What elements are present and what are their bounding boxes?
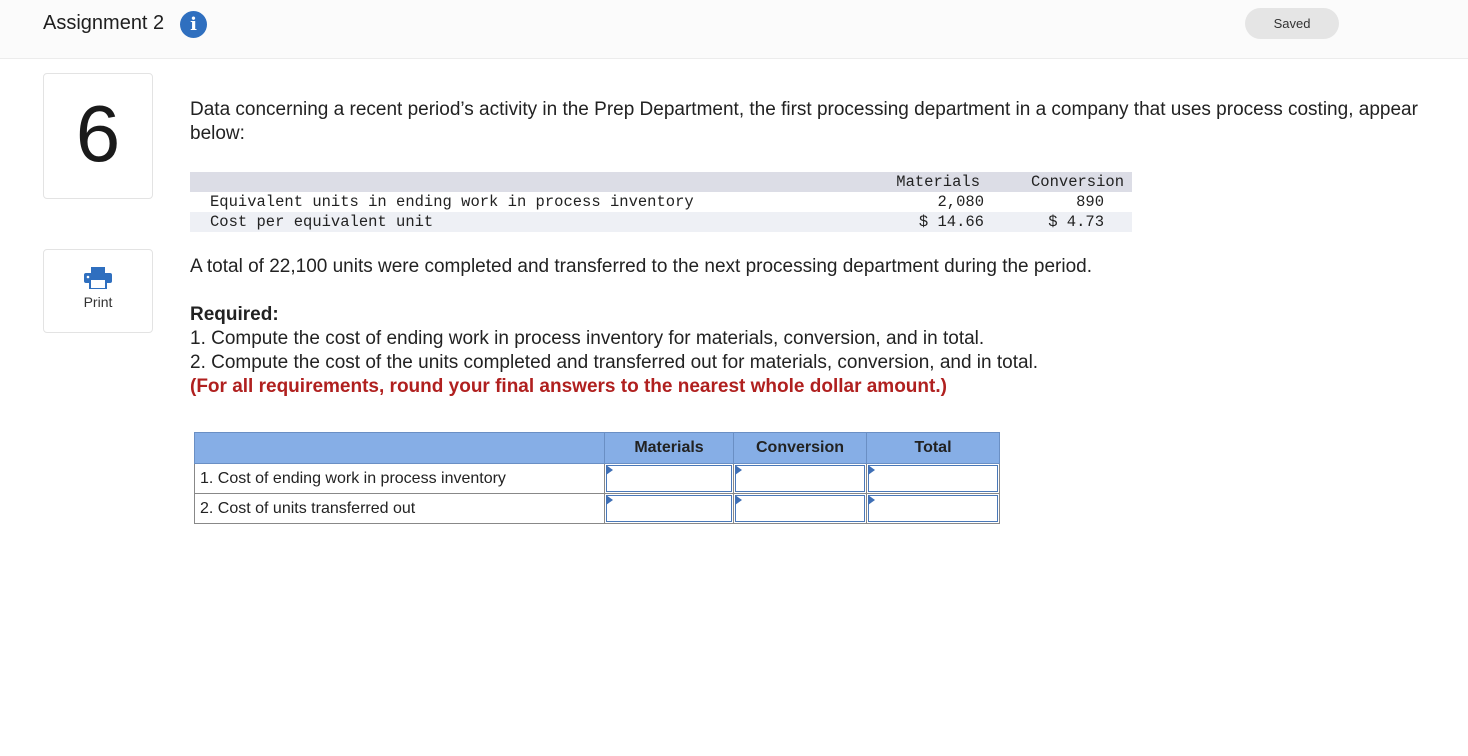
answer-table — [194, 432, 1000, 524]
given-row-conversion: 890 — [994, 192, 1132, 212]
transferred-total-cell — [868, 495, 998, 522]
answer-row-label: 1. Cost of ending work in process inventory — [195, 464, 605, 494]
input-marker-icon — [735, 465, 742, 475]
assignment-header — [0, 0, 1468, 59]
transferred-materials-input[interactable] — [607, 496, 731, 521]
transferred-conversion-input[interactable] — [736, 496, 864, 521]
input-marker-icon — [868, 465, 875, 475]
input-marker-icon — [735, 495, 742, 505]
requirement-1: 1. Compute the cost of ending work in process inventory for materials, conversion, and in total. — [190, 328, 985, 349]
units-completed-text: A total of 22,100 units were completed and transferred to the next processing department during the period. — [190, 256, 1092, 277]
ending-wip-total-cell — [868, 465, 998, 492]
transferred-materials-cell — [606, 495, 732, 522]
ending-wip-total-input[interactable] — [869, 466, 997, 491]
ending-wip-materials-input[interactable] — [607, 466, 731, 491]
print-icon — [84, 267, 112, 289]
rounding-instruction: (For all requirements, round your final answers to the nearest whole dollar amount.) — [190, 376, 947, 397]
saved-status-badge: Saved — [1245, 8, 1339, 39]
given-row-conversion: $ 4.73 — [994, 212, 1132, 232]
assignment-title: Assignment 2 — [43, 12, 165, 34]
answer-header-total: Total — [867, 433, 1000, 464]
problem-content — [190, 98, 1430, 397]
answer-cell — [734, 494, 867, 524]
info-icon[interactable]: i — [180, 11, 207, 38]
answer-cell — [734, 464, 867, 494]
ending-wip-conversion-input[interactable] — [736, 466, 864, 491]
requirements-block — [190, 303, 1038, 399]
answer-cell — [867, 464, 1000, 494]
answer-header-row — [195, 433, 1000, 464]
input-marker-icon — [868, 495, 875, 505]
given-data-table — [190, 172, 1132, 232]
print-label: Print — [83, 294, 113, 310]
given-row-label: Cost per equivalent unit — [190, 212, 830, 232]
ending-wip-materials-cell — [606, 465, 732, 492]
question-number: 6 — [75, 89, 121, 178]
answer-row-label: 2. Cost of units transferred out — [195, 494, 605, 524]
given-data-row — [190, 192, 1132, 212]
transferred-conversion-cell — [735, 495, 865, 522]
answer-cell — [605, 464, 734, 494]
answer-header-conversion: Conversion — [734, 433, 867, 464]
input-marker-icon — [606, 465, 613, 475]
answer-cell — [605, 494, 734, 524]
given-data-header-row — [190, 172, 1132, 192]
input-marker-icon — [606, 495, 613, 505]
given-data-row — [190, 212, 1132, 232]
answer-header-materials: Materials — [605, 433, 734, 464]
ending-wip-conversion-cell — [735, 465, 865, 492]
given-header-materials: Materials — [830, 172, 994, 192]
answer-row-ending-wip — [195, 464, 1000, 494]
answer-row-transferred-out — [195, 494, 1000, 524]
problem-intro: Data concerning a recent period’s activity in the Prep Department, the first processing department in a company that uses process costing, appear below: — [190, 99, 1418, 144]
requirement-2: 2. Compute the cost of the units completed and transferred out for materials, conversion, and in total. — [190, 352, 1039, 373]
print-button[interactable] — [43, 249, 153, 333]
given-row-label: Equivalent units in ending work in process inventory — [190, 192, 830, 212]
given-data-header-blank — [190, 172, 830, 192]
question-number-card — [43, 73, 153, 199]
transferred-total-input[interactable] — [869, 496, 997, 521]
answer-cell — [867, 494, 1000, 524]
given-row-materials: $ 14.66 — [830, 212, 994, 232]
answer-header-blank — [195, 433, 605, 464]
required-heading: Required: — [190, 304, 279, 325]
given-row-materials: 2,080 — [830, 192, 994, 212]
given-header-conversion: Conversion — [994, 172, 1132, 192]
